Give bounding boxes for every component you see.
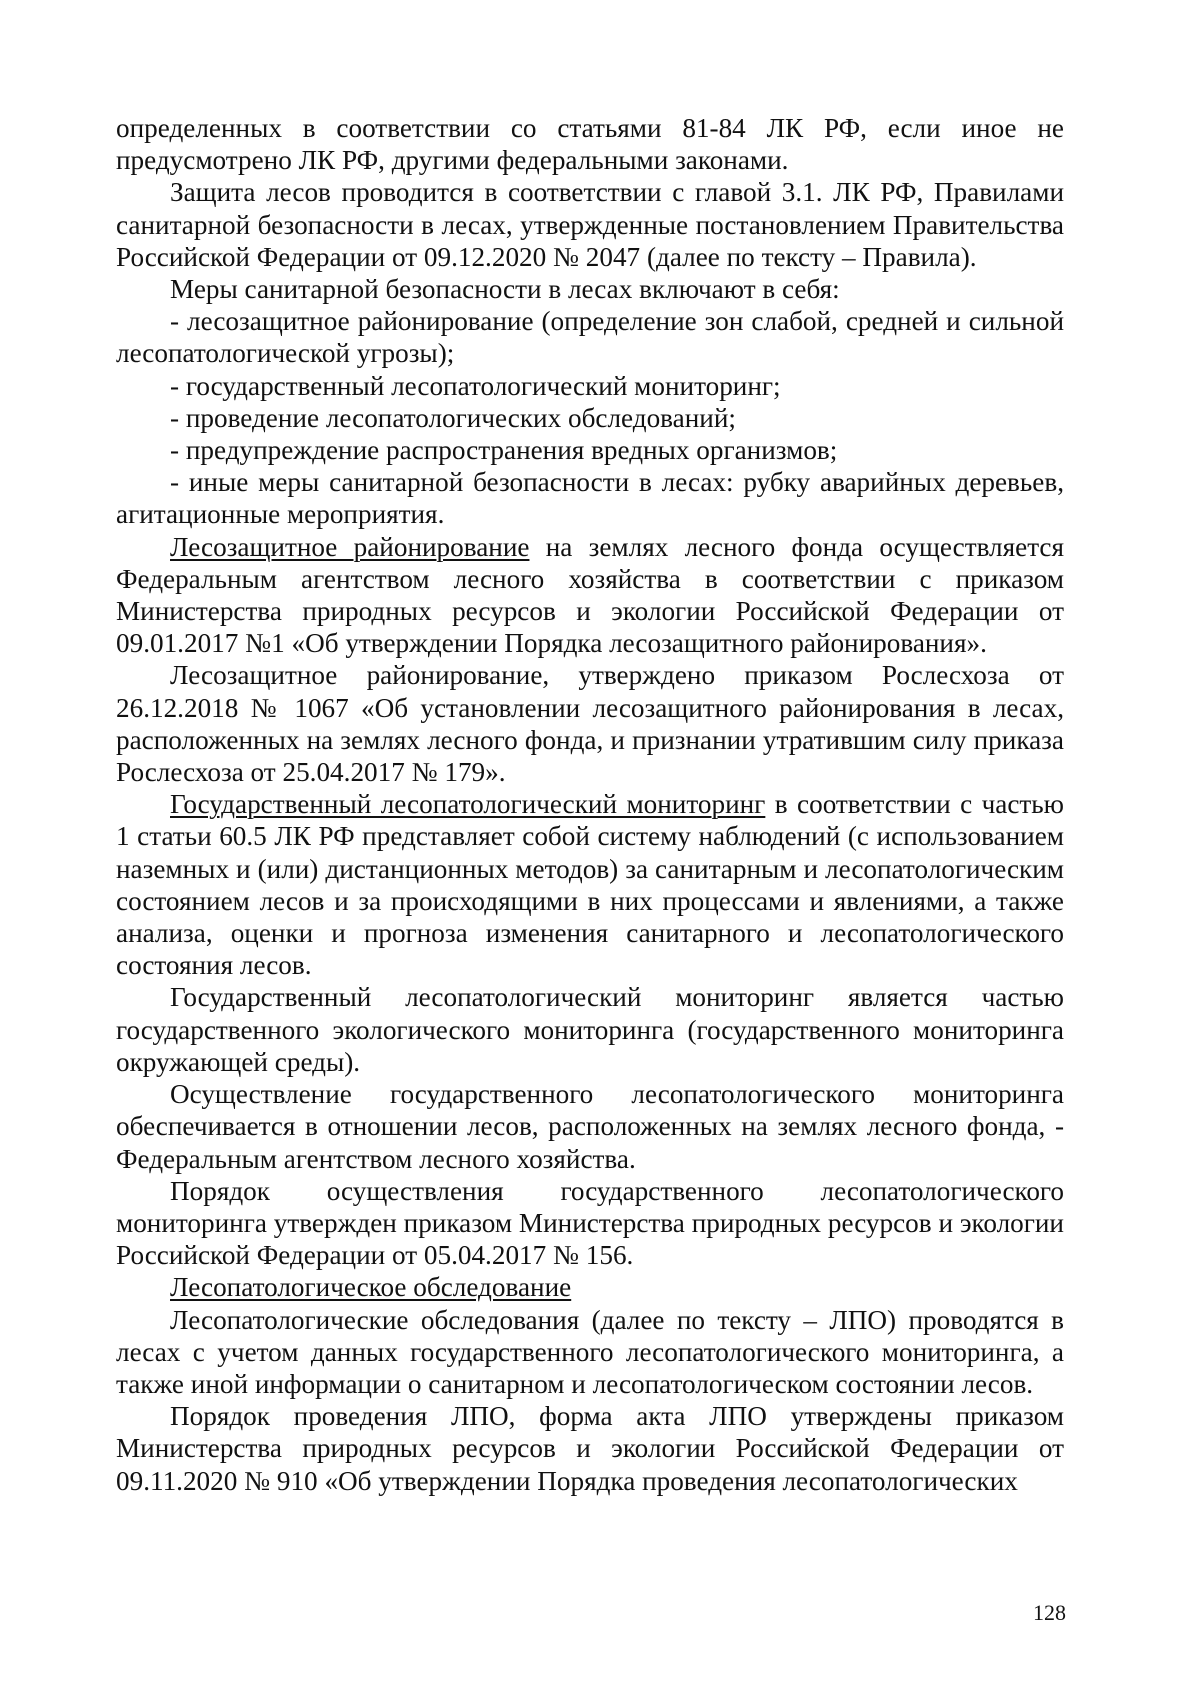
- paragraph-monitoring-agency: Осуществление государственного лесопатологического мониторинга обеспечивается в отношении лесов, расположенных на землях лесного фонда, - Федеральным агентством лесного хозяйства.: [116, 1079, 1064, 1174]
- list-item-zoning: - лесозащитное районирование (определение зон слабой, средней и сильной лесопатологической угрозы);: [116, 306, 1064, 369]
- paragraph-sanitary-measures-intro: Меры санитарной безопасности в лесах включают в себя:: [170, 274, 840, 305]
- paragraph-zoning-text: на землях лесного фонда осуществляется Федеральным агентством лесного хозяйства в соответствии с приказом Министерства природных ресурсов и экологии Российской Федерации от 09.01.2017 №1 «Об утверждении Порядка лесозащитного районирования».: [116, 531, 1064, 659]
- paragraph-forest-protection: Защита лесов проводится в соответствии с главой 3.1. ЛК РФ, Правилами санитарной безопасности в лесах, утвержденные постановлением Правительства Российской Федерации от 09.12.2020 № 2047 (далее по тексту – Правила).: [116, 177, 1064, 272]
- paragraph-zoning: [116, 531, 1064, 660]
- paragraph-monitoring-procedure: Порядок осуществления государственного лесопатологического мониторинга утвержден приказом Министерства природных ресурсов и экологии Российской Федерации от 05.04.2017 № 156.: [116, 1175, 1064, 1271]
- underlined-term-monitoring: Государственный лесопатологический мониторинг: [170, 789, 766, 820]
- list-item-surveys: - проведение лесопатологических обследований;: [170, 402, 736, 433]
- paragraph-survey-procedure: Порядок проведения ЛПО, форма акта ЛПО утверждены приказом Министерства природных ресурсов и экологии Российской Федерации от 09.11.2020 № 910 «Об утверждении Порядка проведения лесопатологических: [116, 1401, 1064, 1496]
- document-page: [116, 112, 1064, 1497]
- paragraph-monitoring-text: в соответствии с частью 1 статьи 60.5 ЛК РФ представляет собой систему наблюдений (с использованием наземных и (или) дистанционных методов) за санитарным и лесопатологическим состоянием лесов и за происходящими в них процессами и явлениями, а также анализа, оценки и прогноза изменения санитарного и лесопатологического состояния лесов.: [116, 789, 1064, 981]
- paragraph-survey: Лесопатологические обследования (далее по тексту – ЛПО) проводятся в лесах с учетом данных государственного лесопатологического мониторинга, а также иной информации о санитарном и лесопатологическом состоянии лесов.: [116, 1304, 1064, 1399]
- paragraph-monitoring: [116, 788, 1064, 981]
- underlined-heading-survey: Лесопатологическое обследование: [170, 1272, 572, 1303]
- list-item-monitoring: - государственный лесопатологический мониторинг;: [170, 370, 781, 401]
- paragraph-zoning-order: Лесозащитное районирование, утверждено приказом Рослесхоза от 26.12.2018 № 1067 «Об установлении лесозащитного районирования в лесах, расположенных на землях лесного фонда, и признании утратившим силу приказа Рослесхоза от 25.04.2017 № 179».: [116, 660, 1064, 788]
- paragraph-continuation: определенных в соответствии со статьями 81-84 ЛК РФ, если иное не предусмотрено ЛК РФ, другими федеральными законами.: [116, 113, 1064, 176]
- list-item-other-measures: - иные меры санитарной безопасности в лесах: рубку аварийных деревьев, агитационные мероприятия.: [116, 467, 1064, 530]
- section-heading-survey: [116, 1271, 1064, 1303]
- underlined-term-zoning: Лесозащитное районирование: [170, 531, 530, 562]
- page-number: 128: [1033, 1600, 1066, 1625]
- list-item-prevention: - предупреждение распространения вредных организмов;: [170, 435, 838, 466]
- paragraph-monitoring-part: Государственный лесопатологический мониторинг является частью государственного экологического мониторинга (государственного мониторинга окружающей среды).: [116, 982, 1064, 1077]
